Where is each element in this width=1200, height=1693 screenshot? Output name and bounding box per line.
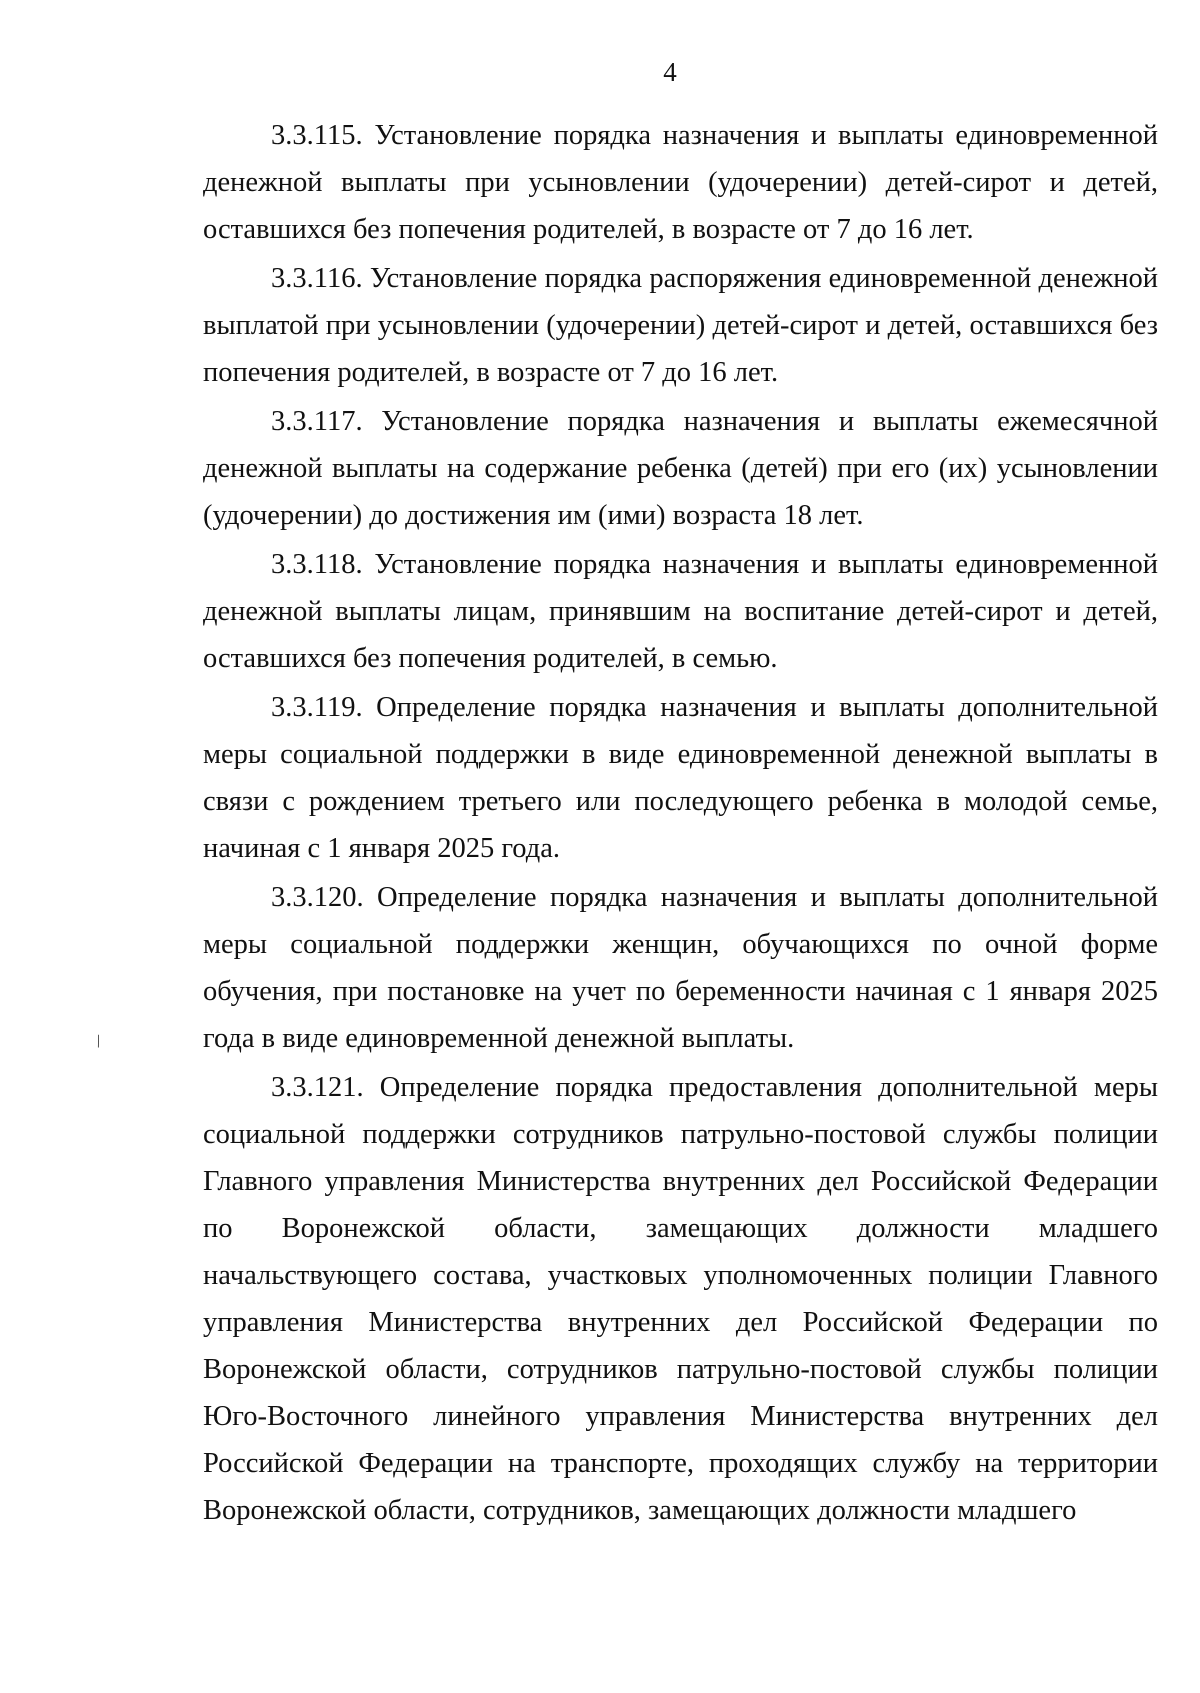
paragraph-3-3-117: 3.3.117. Установление порядка назначения и выплаты ежемесячной денежной выплаты на содержание ребенка (детей) при его (их) усыновлении (удочерении) до достижения им (ими) возраста 18 лет. — [203, 406, 1158, 531]
page-number: 4 — [663, 57, 677, 87]
paragraph-3-3-120: 3.3.120. Определение порядка назначения и выплаты дополнительной меры социальной поддержки женщин, обучающихся по очной форме обучения, при постановке на учет по беременности начиная с 1 января 2025 года в виде единовременной денежной выплаты. — [203, 882, 1158, 1054]
paragraph-3-3-119: 3.3.119. Определение порядка назначения и выплаты дополнительной меры социальной поддержки в виде единовременной денежной выплаты в связи с рождением третьего или последующего ребенка в молодой семье, начиная с 1 января 2025 года. — [203, 692, 1158, 864]
paragraph-3-3-116: 3.3.116. Установление порядка распоряжения единовременной денежной выплатой при усыновлении (удочерении) детей-сирот и детей, оставшихся без попечения родителей, в возрасте от 7 до 16 лет. — [203, 263, 1158, 388]
document-body — [203, 112, 1158, 1536]
scan-artifact-mark: \ — [92, 1030, 105, 1052]
paragraph-3-3-115: 3.3.115. Установление порядка назначения и выплаты единовременной денежной выплаты при усыновлении (удочерении) детей-сирот и детей, оставшихся без попечения родителей, в возрасте от 7 до 16 лет. — [203, 120, 1158, 245]
paragraph-3-3-121: 3.3.121. Определение порядка предоставления дополнительной меры социальной поддержки сотрудников патрульно-постовой службы полиции Главного управления Министерства внутренних дел Российской Федерации по Воронежской области, замещающих должности младшего начальствующего состава, участковых уполномоченных полиции Главного управления Министерства внутренних дел Российской Федерации по Воронежской области, сотрудников патрульно-постовой службы полиции Юго-Восточного линейного управления Министерства внутренних дел Российской Федерации на транспорте, проходящих службу на территории Воронежской области, сотрудников, замещающих должности младшего — [203, 1072, 1158, 1526]
paragraph-3-3-118: 3.3.118. Установление порядка назначения и выплаты единовременной денежной выплаты лицам, принявшим на воспитание детей-сирот и детей, оставшихся без попечения родителей, в семью. — [203, 549, 1158, 674]
